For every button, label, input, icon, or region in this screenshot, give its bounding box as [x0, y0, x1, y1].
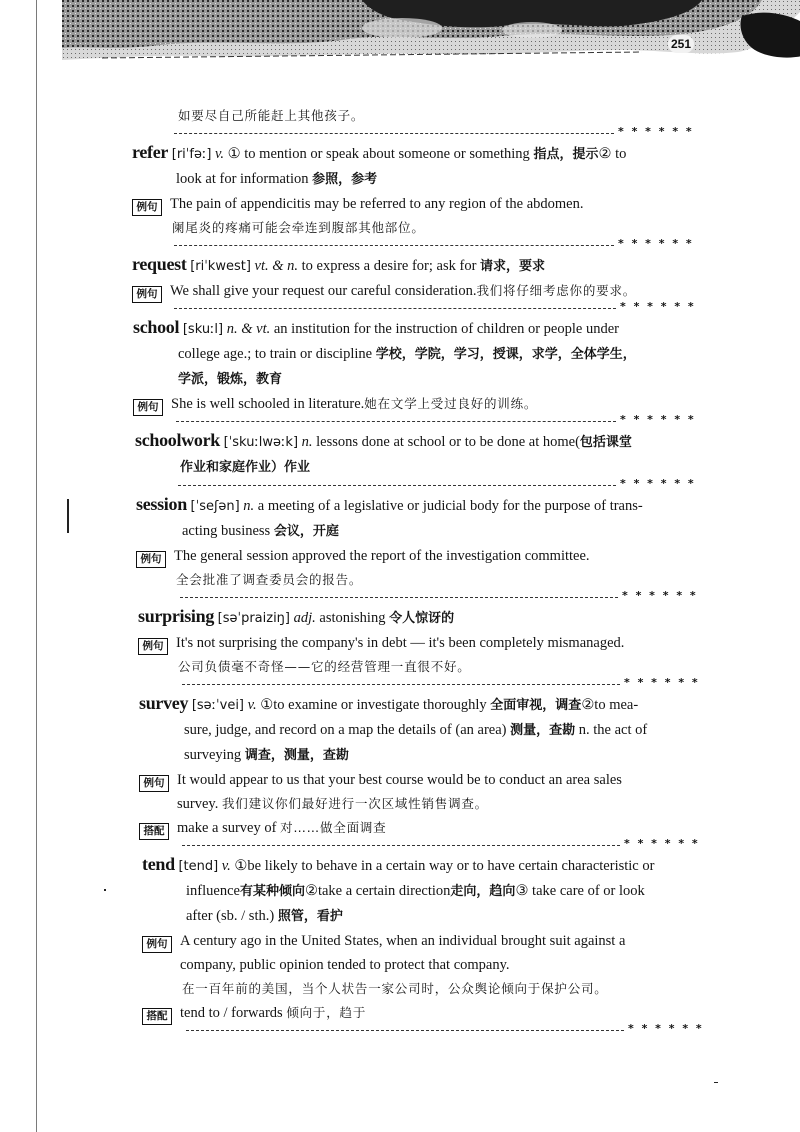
definition-english: ①be likely to behave in a certain way or to have certain characteristic or [234, 858, 655, 874]
definition-chinese: 有某种倾向 [239, 884, 305, 899]
definition-line [0, 604, 800, 631]
definition-line [0, 879, 800, 904]
dictionary-entry [0, 691, 800, 840]
definition-line [0, 519, 800, 544]
definition-chinese: 测量，查勘 [510, 723, 576, 738]
phonetic: [tend] [178, 859, 219, 874]
dashed-rule [174, 245, 614, 246]
headword: survey [139, 693, 189, 713]
part-of-speech: v. [221, 858, 231, 874]
dictionary-entry [0, 140, 800, 240]
dashed-rule [174, 133, 614, 134]
example-tag: 例句 [139, 775, 169, 792]
definition-line [0, 852, 800, 879]
page-number: 251 [668, 35, 694, 53]
definition-chinese: 照管，看护 [277, 909, 343, 924]
entry-separator [0, 589, 800, 604]
definition-line [0, 904, 800, 929]
example-line [0, 792, 800, 816]
separator-stars: * * * * * * [620, 413, 696, 426]
definition-english: college age.; to train or discipline [178, 346, 376, 362]
dashed-rule [182, 845, 620, 846]
entry-separator [0, 1022, 800, 1037]
definition-english: ① to mention or speak about someone or something [227, 146, 534, 162]
dashed-rule [182, 684, 620, 685]
definition-chinese: 学校，学院，学习，授课，求学，全体学生， [375, 347, 636, 362]
example-english: It's not surprising the company's in debt — it's been completely mismanaged. [176, 635, 625, 651]
entry-separator [0, 125, 800, 140]
definition-line [0, 428, 800, 455]
example-chinese: 她在文学上受过良好的训练。 [364, 396, 538, 411]
definition-english: sure, judge, and record on a map the details of (an area) [184, 722, 511, 738]
definition-chinese: 令人惊讶的 [389, 611, 455, 626]
example-tag: 例句 [142, 936, 172, 953]
definition-english: ②take a certain direction [304, 883, 451, 899]
definition-english: look at for information [176, 171, 313, 187]
definition-english: surveying [184, 747, 245, 763]
phonetic: [səˈpraiziŋ] [217, 611, 290, 626]
definition-chinese: 走向，趋向 [450, 884, 516, 899]
example-english: She is well schooled in literature. [171, 396, 365, 412]
collocation-chinese: 对……做全面调查 [280, 820, 387, 835]
definition-english: influence [186, 883, 240, 899]
separator-stars: * * * * * * [618, 125, 694, 138]
example-english: We shall give your request our careful consideration. [170, 283, 477, 299]
example-chinese: 全会批准了调查委员会的报告。 [176, 572, 363, 587]
definition-chinese: 会议，开庭 [273, 524, 339, 539]
phonetic: [riˈfəː] [171, 147, 212, 162]
definition-english: ② to [598, 146, 627, 162]
headword: tend [142, 854, 175, 874]
dictionary-page [0, 104, 800, 1037]
collocation-tag: 搭配 [142, 1008, 172, 1025]
margin-tick [714, 1082, 718, 1083]
dashed-rule [176, 421, 616, 422]
definition-line [0, 367, 800, 392]
definition-english: ③ take care of or look [515, 883, 645, 899]
headword: surprising [138, 606, 215, 626]
definition-line [0, 252, 800, 279]
example-tag: 例句 [132, 286, 162, 303]
example-line [0, 768, 800, 792]
definition-line [0, 492, 800, 519]
definition-english: ①to examine or investigate thoroughly [260, 697, 491, 713]
example-english: The general session approved the report of the investigation committee. [174, 548, 590, 564]
phonetic: [səːˈvei] [191, 698, 244, 713]
example-line [0, 631, 800, 655]
separator-stars: * * * * * * [620, 477, 696, 490]
separator-stars: * * * * * * [622, 589, 698, 602]
part-of-speech: v. [215, 146, 225, 162]
example-line [0, 929, 800, 953]
example-line [0, 953, 800, 977]
collocation-english: tend to / forwards [180, 1005, 287, 1021]
definition-chinese: 请求，要求 [480, 259, 546, 274]
definition-line [0, 342, 800, 367]
example-line [0, 192, 800, 216]
definition-line [0, 315, 800, 342]
phonetic: [ˈskuːlwəːk] [223, 435, 299, 450]
dashed-rule [178, 485, 616, 486]
example-chinese-line [0, 977, 800, 1001]
collocation-english: make a survey of [177, 820, 281, 836]
continuation-text: 如要尽自己所能赶上其他孩子。 [178, 108, 365, 123]
part-of-speech: vt. & n. [254, 258, 299, 274]
definition-chinese: 调查，测量，查勘 [244, 748, 349, 763]
entry-separator [0, 300, 800, 315]
collocation-tag: 搭配 [139, 823, 169, 840]
example-tag: 例句 [136, 551, 166, 568]
phonetic: [riˈkwest] [190, 259, 251, 274]
phonetic: [ˈseʃən] [190, 499, 240, 514]
headword: schoolwork [135, 430, 221, 450]
definition-line [0, 167, 800, 192]
entry-separator [0, 676, 800, 691]
part-of-speech: v. [247, 697, 257, 713]
definition-english: a meeting of a legislative or judicial body for the purpose of trans- [257, 498, 643, 514]
separator-stars: * * * * * * [624, 676, 700, 689]
dashed-rule [186, 1030, 624, 1031]
example-tag: 例句 [133, 399, 163, 416]
definition-chinese: 指点，提示 [533, 147, 599, 162]
definition-english: acting business [182, 523, 274, 539]
example-english: company, public opinion tended to protect that company. [180, 957, 510, 973]
definition-english: an institution for the instruction of children or people under [273, 321, 619, 337]
definition-english: to express a desire for; ask for [301, 258, 481, 274]
example-tag: 例句 [132, 199, 162, 216]
headword: session [136, 494, 187, 514]
entry-separator [0, 837, 800, 852]
definition-line [0, 691, 800, 718]
definition-english: ②to mea- [581, 697, 639, 713]
example-english: survey. [177, 796, 219, 812]
example-chinese: 阑尾炎的疼痛可能会牵连到腹部其他部位。 [172, 220, 425, 235]
definition-chinese: 包括课堂 [579, 435, 632, 450]
definition-english: astonishing [319, 610, 390, 626]
definition-chinese: 学派，锻炼，教育 [178, 372, 283, 387]
example-chinese: 我们将仔细考虑你的要求。 [476, 283, 637, 298]
part-of-speech: adj. [293, 610, 316, 626]
dictionary-entry [0, 492, 800, 592]
part-of-speech: n. [301, 434, 313, 450]
dictionary-entry [0, 852, 800, 1025]
dashed-rule [180, 597, 618, 598]
definition-line [0, 743, 800, 768]
dictionary-entry [0, 252, 800, 303]
example-english: It would appear to us that your best course would be to conduct an area sales [177, 772, 622, 788]
example-english: A century ago in the United States, when an individual brought suit against a [180, 933, 626, 949]
collocation-chinese: 倾向于，趋于 [286, 1005, 367, 1020]
entry-separator [0, 477, 800, 492]
example-line [0, 544, 800, 568]
dictionary-entry [0, 315, 800, 416]
separator-stars: * * * * * * [618, 237, 694, 250]
definition-line [0, 718, 800, 743]
dictionary-entry [0, 604, 800, 679]
dictionary-entry [0, 428, 800, 480]
example-english: The pain of appendicitis may be referred to any region of the abdomen. [170, 196, 584, 212]
separator-stars: * * * * * * [624, 837, 700, 850]
headword: refer [132, 142, 169, 162]
example-chinese: 在一百年前的美国，当个人状告一家公司时，公众舆论倾向于保护公司。 [182, 981, 608, 996]
definition-chinese: 参照，参考 [312, 172, 378, 187]
example-tag: 例句 [138, 638, 168, 655]
example-chinese: 我们建议你们最好进行一次区域性销售调查。 [221, 796, 488, 811]
part-of-speech: n. [243, 498, 255, 514]
definition-line [0, 140, 800, 167]
definition-chinese: 全面审视，调查 [490, 698, 582, 713]
entry-separator [0, 237, 800, 252]
separator-stars: * * * * * * [628, 1022, 704, 1035]
definition-english: n. the act of [575, 722, 648, 738]
dashed-rule [174, 308, 616, 309]
headword: request [132, 254, 187, 274]
definition-chinese: 作业和家庭作业）作业 [180, 460, 311, 475]
example-chinese: 公司负债毫不奇怪——它的经营管理一直很不好。 [178, 659, 471, 674]
entry-separator [0, 413, 800, 428]
definition-english: lessons done at school or to be done at home( [316, 434, 580, 450]
phonetic: [skuːl] [182, 322, 224, 337]
header-banner [62, 0, 800, 64]
part-of-speech: n. & vt. [226, 321, 271, 337]
headword: school [133, 317, 180, 337]
separator-stars: * * * * * * [620, 300, 696, 313]
definition-english: after (sb. / sth.) [186, 908, 278, 924]
